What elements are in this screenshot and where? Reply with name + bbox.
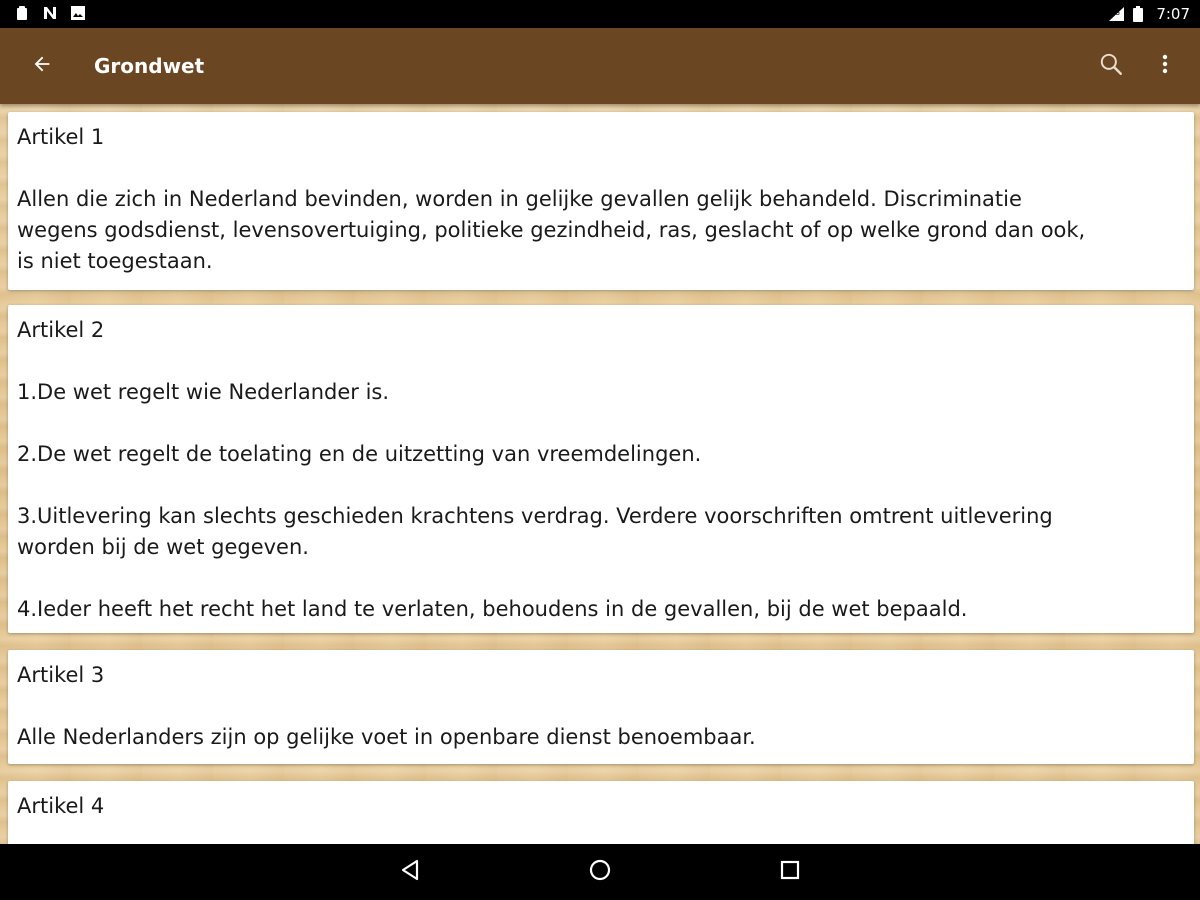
article-text-line: 3.Uitlevering kan slechts geschieden krachtens verdrag. Verdere voorschriften omtrent uitlevering bbox=[17, 504, 1053, 528]
article-text-line: Alle Nederlanders zijn op gelijke voet in openbare dienst benoembaar. bbox=[17, 725, 756, 749]
article-text-line: Allen die zich in Nederland bevinden, worden in gelijke gevallen gelijk behandeld. Discriminatie bbox=[17, 187, 1022, 211]
nav-home-button[interactable] bbox=[580, 856, 620, 888]
battery-icon bbox=[1132, 6, 1148, 22]
status-left-icons bbox=[14, 5, 86, 21]
article-title: Artikel 2 bbox=[17, 318, 105, 342]
article-card[interactable] bbox=[8, 650, 1194, 764]
arrow-left-icon bbox=[31, 53, 53, 79]
search-icon bbox=[1098, 51, 1124, 81]
article-text-line: 2.De wet regelt de toelating en de uitzetting van vreemdelingen. bbox=[17, 442, 702, 466]
status-time: 7:07 bbox=[1156, 5, 1190, 23]
article-card[interactable] bbox=[8, 781, 1194, 844]
app-title: Grondwet bbox=[94, 54, 205, 78]
article-text-line: is niet toegestaan. bbox=[17, 249, 213, 273]
back-button[interactable] bbox=[22, 48, 62, 84]
nav-home-icon bbox=[588, 858, 612, 886]
article-title: Artikel 4 bbox=[17, 794, 105, 818]
article-text-line: wegens godsdienst, levensovertuiging, politieke gezindheid, ras, geslacht of op welke grond dan ook, bbox=[17, 218, 1086, 242]
nav-back-icon bbox=[399, 859, 421, 885]
nav-recents-button[interactable] bbox=[770, 856, 810, 888]
clipboard-icon bbox=[14, 5, 30, 21]
signal-icon bbox=[1108, 6, 1124, 22]
nav-back-button[interactable] bbox=[390, 856, 430, 888]
article-text-line: worden bij de wet gegeven. bbox=[17, 535, 309, 559]
svg-text:4G: 4G bbox=[1110, 9, 1121, 17]
article-title: Artikel 1 bbox=[17, 125, 105, 149]
article-title: Artikel 3 bbox=[17, 663, 105, 687]
search-button[interactable] bbox=[1092, 48, 1130, 84]
status-right-icons bbox=[1108, 5, 1190, 23]
navigation-bar bbox=[0, 844, 1200, 900]
app-bar bbox=[0, 28, 1200, 104]
article-text-line: 1.De wet regelt wie Nederlander is. bbox=[17, 380, 390, 404]
article-card[interactable] bbox=[8, 112, 1194, 290]
n-notification-icon bbox=[42, 5, 58, 21]
article-list[interactable] bbox=[0, 104, 1200, 844]
image-notification-icon bbox=[70, 5, 86, 21]
status-bar bbox=[0, 0, 1200, 28]
overflow-menu-button[interactable] bbox=[1148, 48, 1182, 84]
article-text-line: 4.Ieder heeft het recht het land te verlaten, behoudens in de gevallen, bij de wet bepaald. bbox=[17, 597, 968, 621]
article-card[interactable] bbox=[8, 305, 1194, 633]
nav-recents-icon bbox=[779, 859, 801, 885]
more-vert-icon bbox=[1161, 52, 1169, 80]
